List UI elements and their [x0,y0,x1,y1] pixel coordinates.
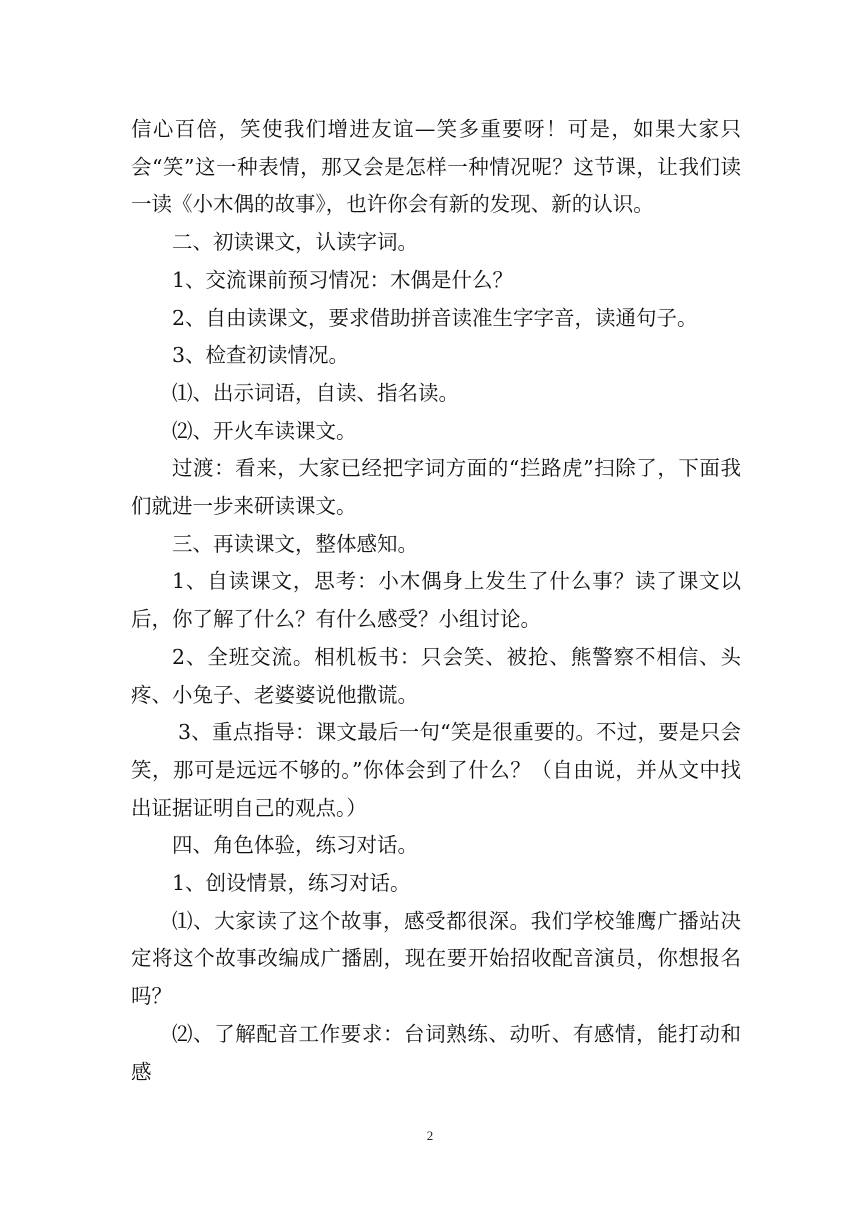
list-item: 1、自读课文，思考：小木偶身上发生了什么事？读了课文以后，你了解了什么？有什么感受？小组讨论。 [131,569,741,632]
section-heading-2: 二、初读课文，认读字词。 [172,230,418,255]
list-item: 2、自由读课文，要求借助拼音读准生字字音，读通句子。 [172,305,698,330]
paragraph-intro-continuation: 信心百倍，笑使我们增进友谊—笑多重要呀！可是，如果大家只会“笑”这一种表情，那又会是怎样一种情况呢？这节课，让我们读一读《小木偶的故事》，也许你会有新的发现、新的认识。 [131,117,741,217]
sub-list-item: ⑴、大家读了这个故事，感受都很深。我们学校雏鹰广播站决定将这个故事改编成广播剧，现在要开始招收配音演员，你想报名吗？ [131,908,741,1009]
list-item: 2、全班交流。相机板书：只会笑、被抢、熊警察不相信、头疼、小兔子、老婆婆说他撒谎。 [131,644,741,707]
sub-list-item: ⑴、出示词语，自读、指名读。 [172,380,459,405]
document-body [131,111,741,1091]
section-heading-3: 三、再读课文，整体感知。 [172,531,418,556]
page-number: 2 [426,1128,434,1143]
sub-list-item: ⑵、开火车读课文。 [172,418,357,443]
list-item: 1、创设情景，练习对话。 [172,871,411,896]
sub-list-item: ⑵、了解配音工作要求：台词熟练、动听、有感情，能打动和感 [131,1021,741,1084]
section-heading-4: 四、角色体验，练习对话。 [172,833,418,858]
list-item: 3、重点指导：课文最后一句“笑是很重要的。不过，要是只会笑，那可是远远不够的。”你体会到了什么？（自由说，并从文中找出证据证明自己的观点。） [131,720,741,820]
list-item: 3、检查初读情况。 [172,343,350,368]
list-item: 1、交流课前预习情况：木偶是什么？ [172,267,514,292]
transition-paragraph: 过渡：看来，大家已经把字词方面的“拦路虎”扫除了，下面我们就进一步来研读课文。 [131,456,741,519]
